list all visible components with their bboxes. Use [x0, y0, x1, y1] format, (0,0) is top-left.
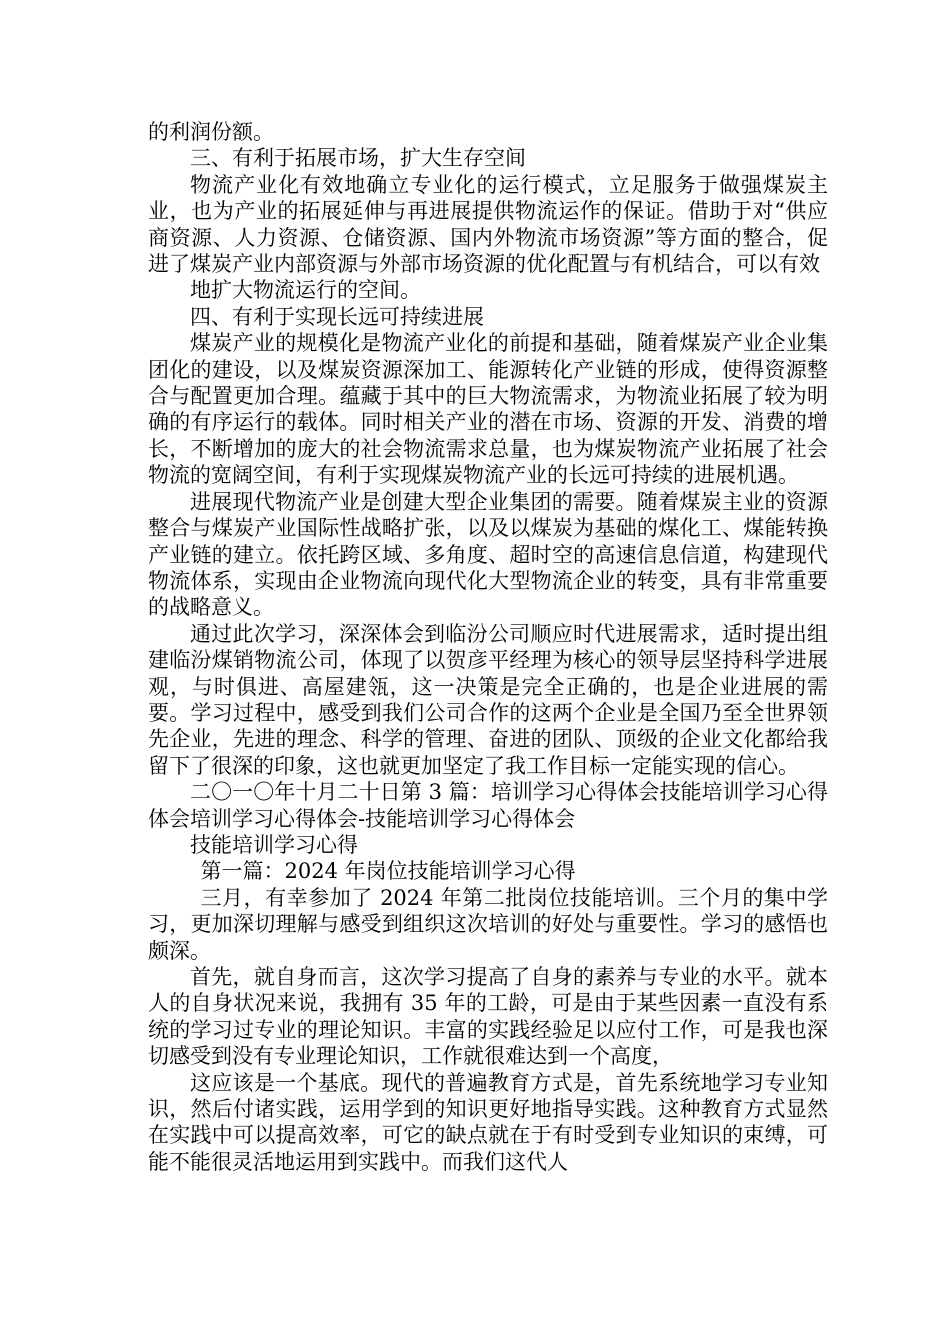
paragraph-1: 三、有利于拓展市场，扩大生存空间	[190, 146, 526, 171]
paragraph-8: 二〇一〇年十月二十日第 3 篇：培训学习心得体会技能培训学习心得体会培训学习心得体会-技能培训学习心得体会	[148, 780, 828, 831]
paragraph-6: 进展现代物流产业是创建大型企业集团的需要。随着煤炭主业的资源整合与煤炭产业国际性战略扩张，以及以煤炭为基础的煤化工、煤能转换产业链的建立。依托跨区域、多角度、超时空的高速信息信道，构建现代物流体系，实现由企业物流向现代化大型物流企业的转变，具有非常重要的战略意义。	[148, 489, 828, 620]
paragraph-7: 通过此次学习，深深体会到临汾公司顺应时代进展需求，适时提出组建临汾煤销物流公司，体现了以贺彦平经理为核心的领导层坚持科学进展观，与时俱进、高屋建瓴，这一决策是完全正确的，也是企业进展的需要。学习过程中，感受到我们公司合作的这两个企业是全国乃至全世界领先企业，先进的理念、科学的管理、奋进的团队、顶级的企业文化都给我留下了很深的印象，这也就更加坚定了我工作目标一定能实现的信心。	[148, 621, 828, 778]
paragraph-0: 的利润份额。	[148, 120, 274, 144]
paragraph-13: 这应该是一个基底。现代的普遍教育方式是，首先系统地学习专业知识，然后付诸实践，运用学到的知识更好地指导实践。这种教育方式显然在实践中可以提高效率，可它的缺点就在于有时受到专业知识的束缚，可能不能很灵活地运用到实践中。而我们这代人	[148, 1070, 828, 1174]
paragraph-11: 三月，有幸参加了 2024 年第二批岗位技能培训。三个月的集中学习，更加深切理解与感受到组织这次培训的好处与重要性。学习的感悟也颇深。	[148, 885, 828, 963]
paragraph-2: 物流产业化有效地确立专业化的运行模式，立足服务于做强煤炭主业，也为产业的拓展延伸与再进展提供物流运作的保证。借助于对“供应商资源、人力资源、仓储资源、国内外物流市场资源”等方面的整合，促进了煤炭产业内部资源与外部市场资源的优化配置与有机结合，可以有效	[148, 172, 828, 277]
paragraph-4: 四、有利于实现长远可持续进展	[190, 304, 484, 329]
paragraph-3: 地扩大物流运行的空间。	[190, 278, 421, 303]
document-page	[148, 119, 828, 1175]
paragraph-5: 煤炭产业的规模化是物流产业化的前提和基础，随着煤炭产业企业集团化的建设，以及煤炭资源深加工、能源转化产业链的形成，使得资源整合与配置更加合理。蕴藏于其中的巨大物流需求，为物流业拓展了较为明确的有序运行的载体。同时相关产业的潜在市场、资源的开发、消费的增长，不断增加的庞大的社会物流需求总量，也为煤炭物流产业拓展了社会物流的宽阔空间，有利于实现煤炭物流产业的长远可持续的进展机遇。	[148, 331, 828, 488]
paragraph-12: 首先，就自身而言，这次学习提高了自身的素养与专业的水平。就本人的自身状况来说，我拥有 35 年的工龄，可是由于某些因素一直没有系统的学习过专业的理论知识。丰富的实践经验足以应付工作，可是我也深切感受到没有专业理论知识，工作就很难达到一个高度，	[148, 965, 828, 1069]
paragraph-9: 技能培训学习心得	[190, 832, 358, 857]
paragraph-10: 第一篇：2024 年岗位技能培训学习心得	[200, 859, 576, 884]
